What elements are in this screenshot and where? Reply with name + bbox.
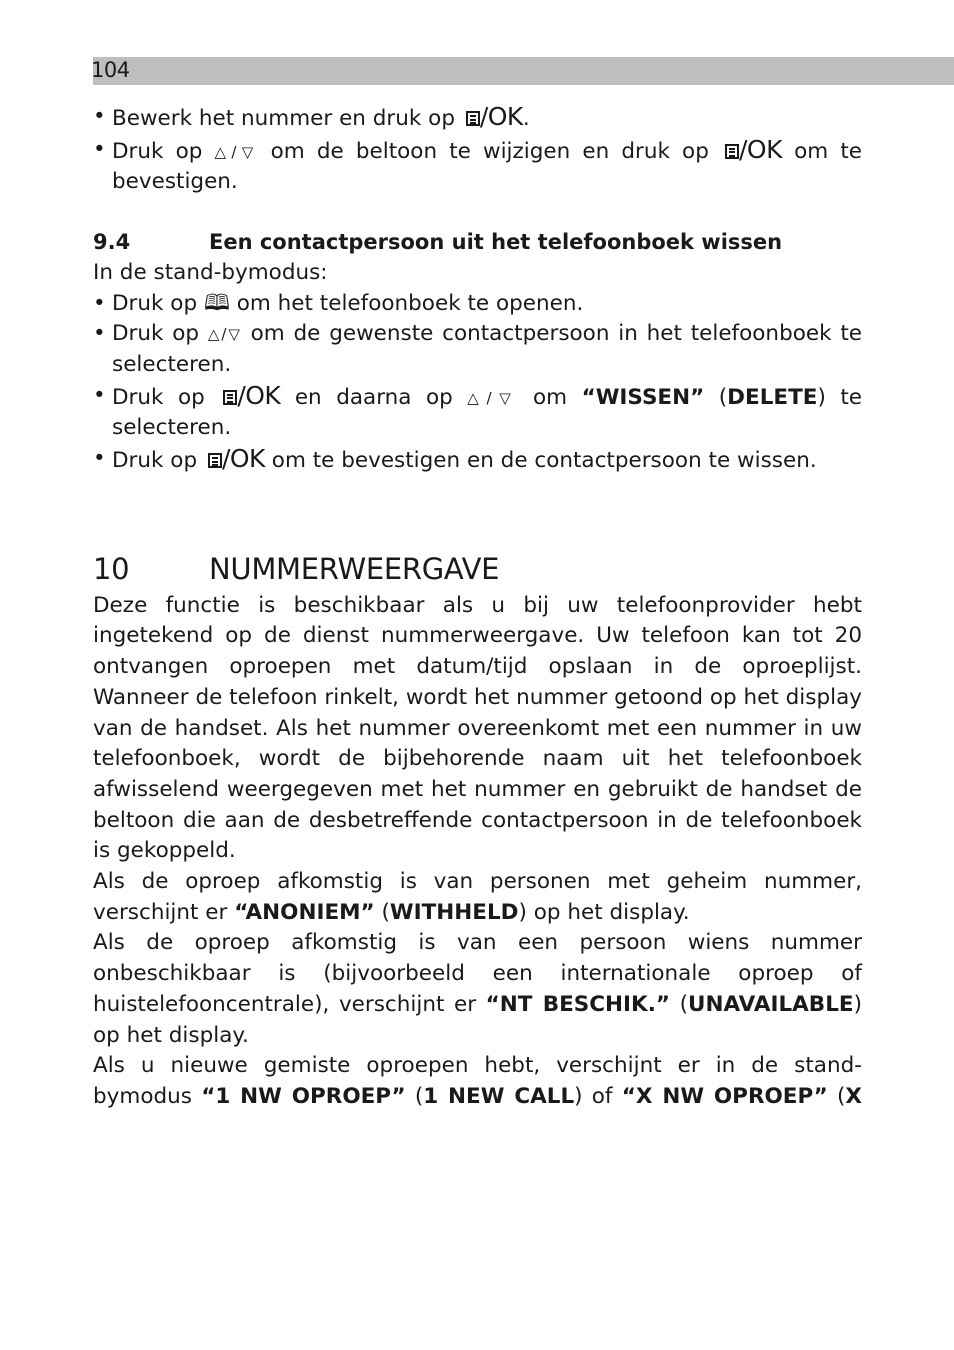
page-number: 104	[91, 58, 130, 82]
open-book-icon: 🕮	[203, 290, 230, 316]
paragraph: Deze functie is beschikbaar als u bij uw telefoonprovider hebt ingetekend op de dienst nummerweergave. Uw telefoon kan tot 20 ontvangen oproepen met datum/tijd opslaan in de oproeplijst. Wanneer de telefoon rinkelt, wordt het nummer getoond op het display van de handset. Als het nummer overeenkomt met een nummer in uw telefoonboek, wordt de bijbehorende naam uit het telefoonboek afwisselend weergegeven met het nummer en gebruikt de handset de beltoon die aan de desbetreffende contactpersoon in de telefoonboek is gekoppeld.	[93, 592, 862, 864]
ok-key-label: /OK	[237, 380, 281, 410]
intro-text: In de stand-bymodus:	[93, 259, 328, 285]
menu-ok-key-icon	[466, 111, 480, 126]
section-title: Een contactpersoon uit het telefoonboek wissen	[209, 230, 783, 255]
up-down-arrow-icon: △/▽	[207, 325, 242, 344]
list-item: • Druk op /OK en daarna op △/▽ om “WISSEN” (DELETE) te selecteren.	[93, 381, 862, 444]
ok-key-label: /OK	[738, 134, 782, 164]
menu-ok-key-icon	[223, 390, 237, 405]
ok-key-label: /OK	[221, 444, 265, 474]
ok-key-label: /OK	[479, 102, 523, 131]
chapter-heading	[93, 549, 862, 589]
list-item: • Druk op △/▽ om de gewenste contactpersoon in het telefoonboek te selecteren.	[93, 319, 862, 380]
up-down-arrow-icon: △/▽	[467, 388, 519, 407]
paragraph: Als de oproep afkomstig is van personen met geheim nummer, verschijnt er “ANONIEM” (WITHHELD) op het display.	[93, 869, 862, 925]
chapter-title: NUMMERWEERGAVE	[209, 551, 500, 586]
chapter-number: 10	[93, 551, 130, 586]
list-item: • Druk op /OK om te bevestigen en de contactpersoon te wissen.	[93, 444, 862, 477]
list-item: • Druk op 🕮 om het telefoonboek te openen.	[93, 289, 862, 320]
menu-ok-key-icon	[725, 144, 739, 159]
list-item: • Bewerk het nummer en druk op /OK.	[93, 102, 862, 135]
menu-ok-key-icon	[208, 453, 222, 468]
section-number: 9.4	[93, 230, 131, 255]
header-bar	[93, 57, 954, 85]
page-content	[93, 102, 862, 1113]
section-heading	[93, 227, 862, 258]
paragraph: Als u nieuwe gemiste oproepen hebt, verschijnt er in de stand-bymodus “1 NW OPROEP” (1 NEW CALL) of “X NW OPROEP” (X	[93, 1053, 862, 1109]
list-item: • Druk op △/▽ om de beltoon te wijzigen en druk op /OK om te bevestigen.	[93, 135, 862, 198]
paragraph: Als de oproep afkomstig is van een persoon wiens nummer onbeschikbaar is (bijvoorbeeld een internationale oproep of huistelefooncentrale), verschijnt er “NT BESCHIK.” (UNAVAILABLE) op het display.	[93, 930, 862, 1048]
up-down-arrow-icon: △/▽	[214, 142, 259, 161]
